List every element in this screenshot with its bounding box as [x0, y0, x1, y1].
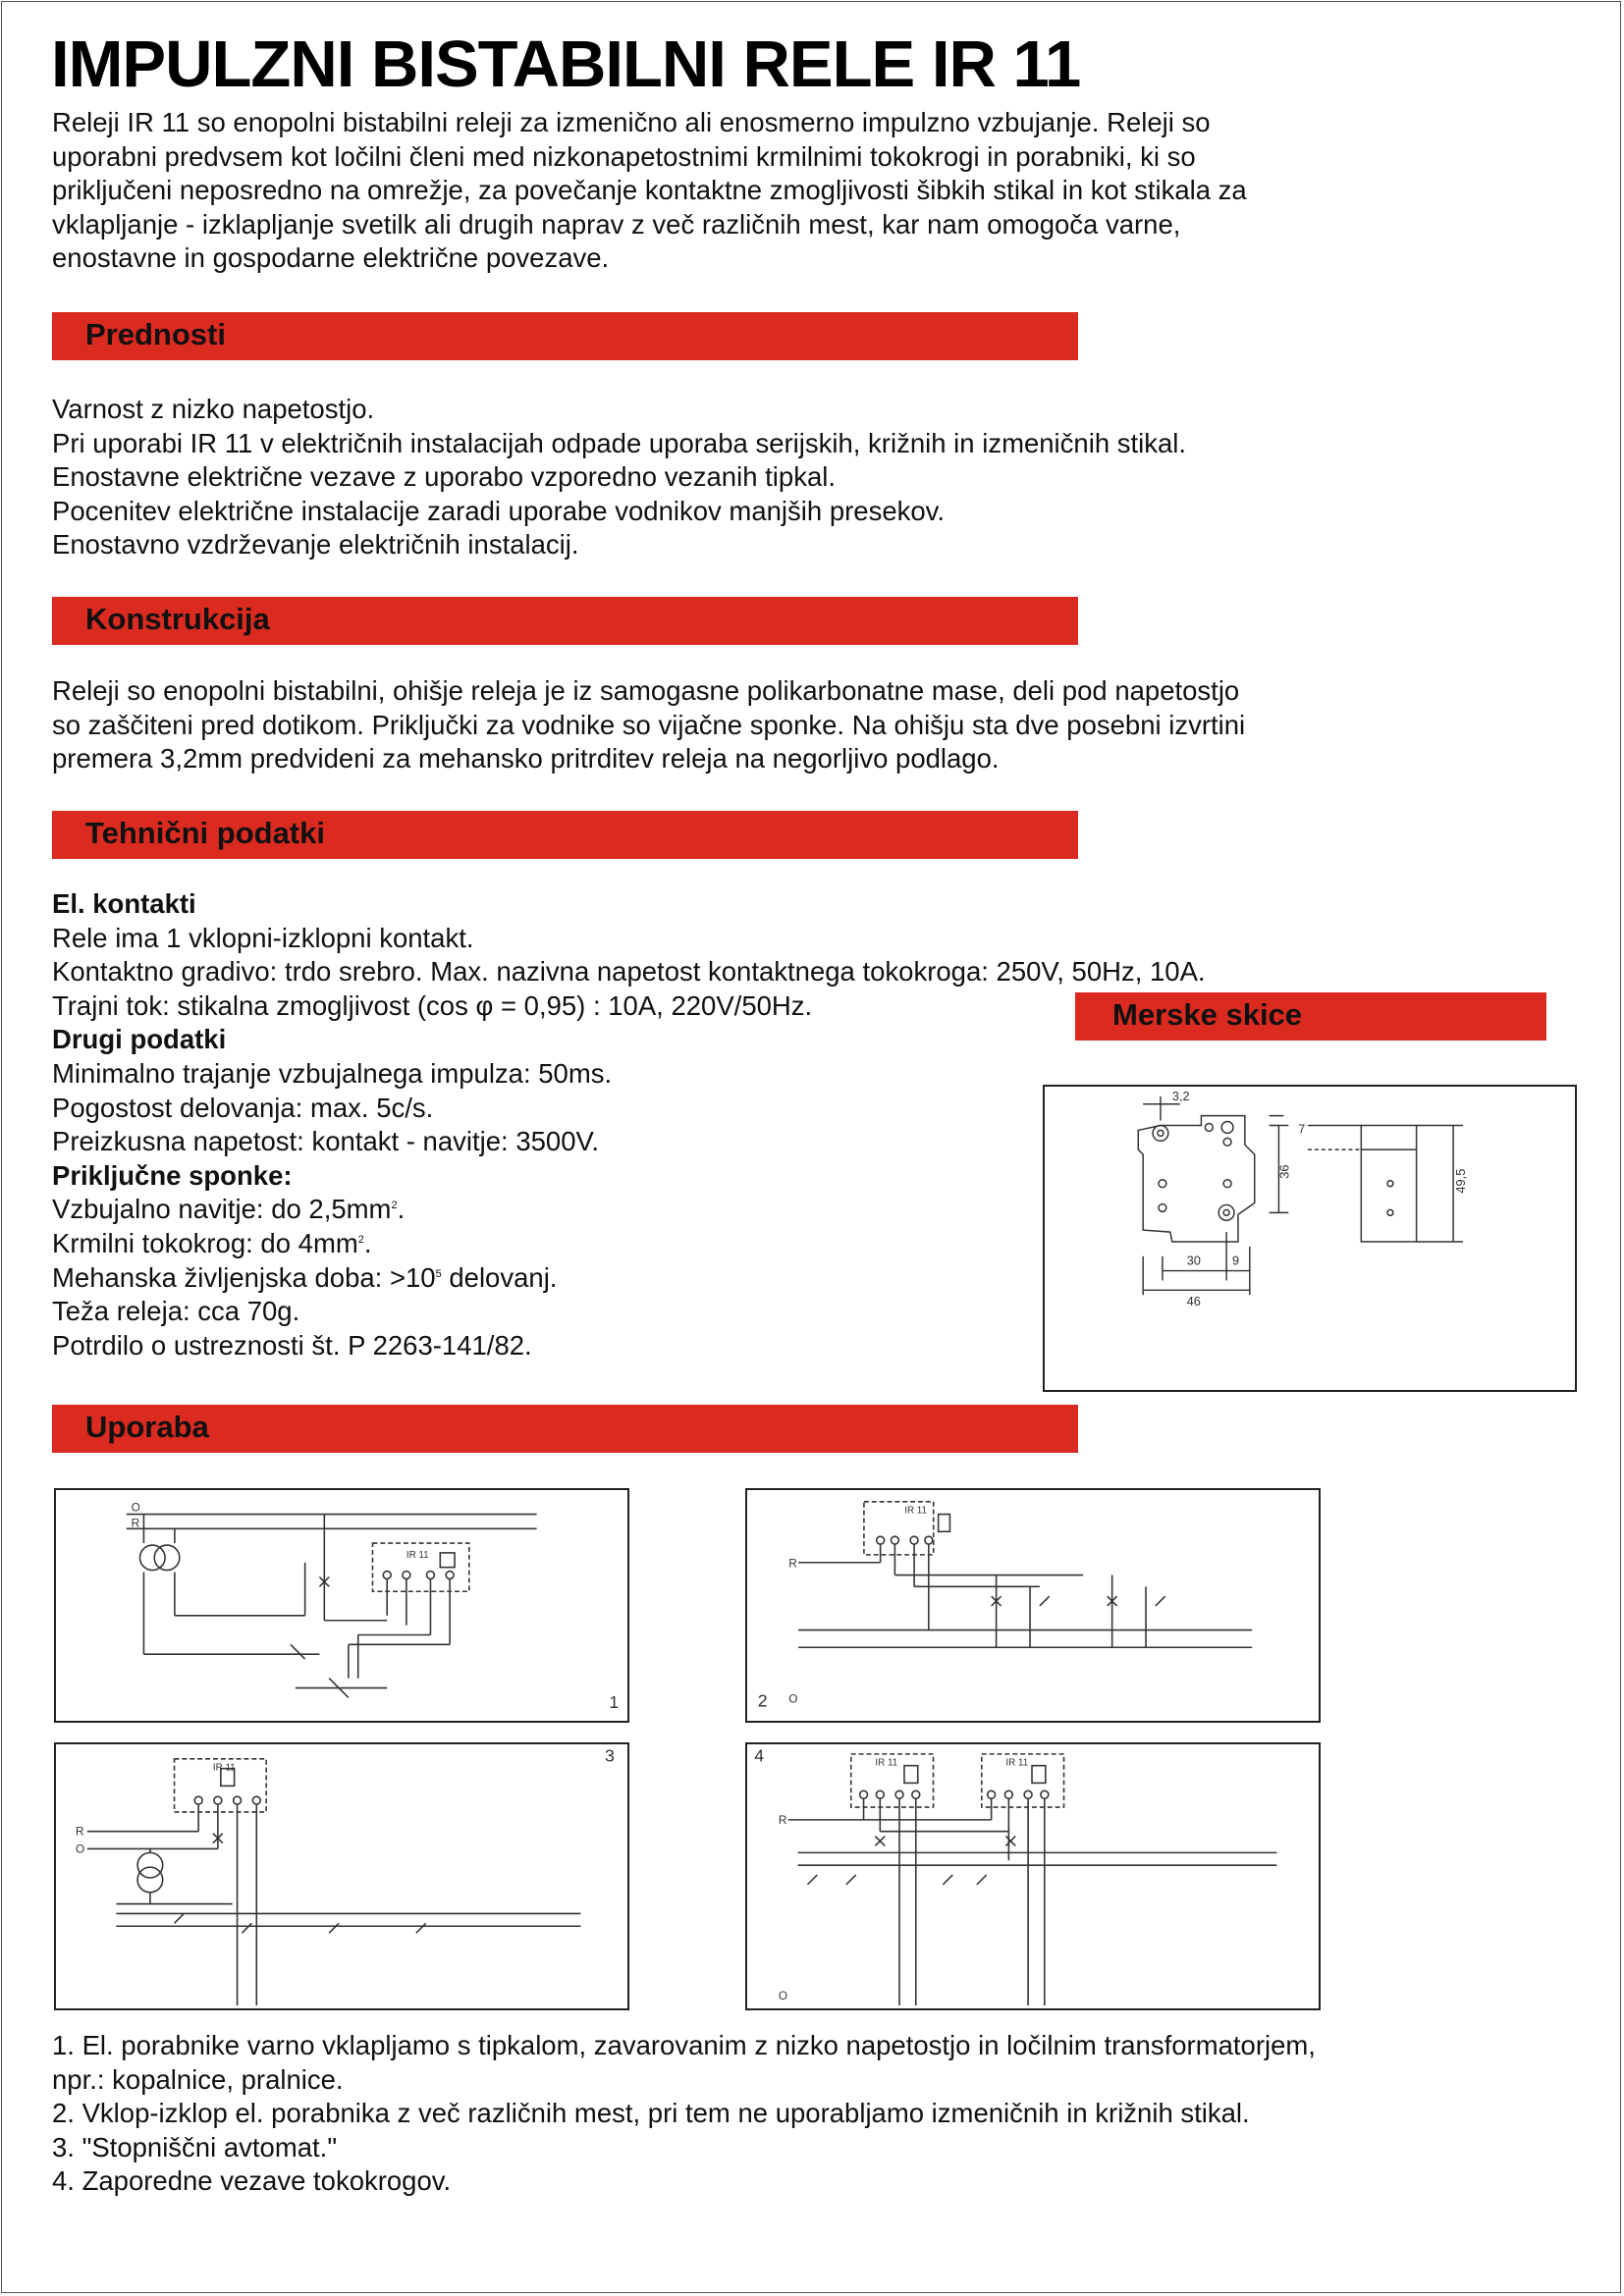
prednosti-list: [52, 393, 1446, 562]
advantage-item: Pri uporabi IR 11 v električnih instalacijah odpade uporaba serijskih, križnih in izmeničnih stikal.: [52, 427, 1187, 458]
section-header-merske-skice: [1075, 992, 1546, 1041]
diagram-number: 4: [754, 1745, 765, 1766]
dim-label: 9: [1232, 1253, 1240, 1268]
spec-line: Trajni tok: stikalna zmogljivost (cos φ = 0,95) : 10A, 220V/50Hz.: [52, 989, 813, 1021]
section-heading: Uporaba: [85, 1410, 209, 1444]
section-heading: Konstrukcija: [85, 602, 270, 636]
subheading-prikljucne-sponke: Priključne sponke:: [52, 1159, 293, 1191]
intro-line: uporabni predvsem kot ločilni členi med nizkonapetostnimi krmilnimi tokokrogi in porabniki, ki so: [52, 140, 1196, 172]
section-heading: Prednosti: [85, 317, 226, 351]
section-header-konstrukcija: [52, 597, 1078, 645]
note-line: npr.: kopalnice, pralnice.: [52, 2063, 344, 2095]
section-heading: Merske skice: [1112, 997, 1303, 1032]
wiring-diagram-3: [54, 1742, 629, 2010]
subheading-drugi-podatki: Drugi podatki: [52, 1024, 227, 1055]
spec-line: Preizkusna napetost: kontakt - navitje: 3500V.: [52, 1126, 599, 1157]
intro-paragraph: [52, 106, 1446, 276]
spec-line: Minimalno trajanje vzbujalnega impulza: 50ms.: [52, 1057, 613, 1089]
svg-text:IR 11: IR 11: [212, 1762, 236, 1774]
svg-text:O: O: [778, 1989, 788, 2003]
intro-line: enostavne in gospodarne električne povezave.: [52, 242, 610, 274]
svg-text:IR 11: IR 11: [1005, 1757, 1029, 1769]
dimension-drawing-svg: [1045, 1087, 1575, 1390]
svg-text:R: R: [778, 1812, 787, 1827]
spec-line: Vzbujalno navitje: do $2,5mm^2$.: [52, 1194, 406, 1225]
wiring-diagram-2: [745, 1488, 1321, 1723]
svg-text:IR 11: IR 11: [875, 1757, 898, 1769]
section-header-prednosti: [52, 312, 1078, 360]
spec-line: Teža releja: cca 70g.: [52, 1296, 300, 1327]
section-header-uporaba: [52, 1405, 1078, 1453]
diagram-number: 1: [609, 1692, 620, 1713]
subheading-el-kontakti: El. kontakti: [52, 888, 196, 919]
dim-label: 7: [1298, 1121, 1306, 1137]
diagram-number: 2: [757, 1690, 768, 1711]
dim-label: 46: [1186, 1294, 1201, 1309]
konstrukcija-paragraph: [52, 674, 1446, 776]
konstrukcija-line: Releji so enopolni bistabilni, ohišje releja je iz samogasne polikarbonatne mase, deli pod napetostjo: [52, 675, 1240, 706]
dim-label: 30: [1186, 1253, 1201, 1268]
note-line: 2. Vklop-izklop el. porabnika z več različnih mest, pri tem ne uporabljamo izmeničnih in križnih stikal.: [52, 2098, 1250, 2129]
svg-text:R: R: [76, 1824, 84, 1839]
svg-text:IR 11: IR 11: [406, 1549, 429, 1561]
usage-notes: [52, 2029, 1316, 2199]
dim-label: 49,5: [1452, 1168, 1468, 1194]
dim-label: 36: [1276, 1164, 1292, 1179]
spec-line: Potrdilo o ustreznosti št. P 2263-141/82.: [52, 1329, 532, 1361]
konstrukcija-line: premera 3,2mm predvideni za mehansko pritrditev releja na negorljivo podlago.: [52, 743, 1000, 774]
intro-line: priključeni neposredno na omrežje, za povečanje kontaktne zmogljivosti šibkih stikal in kot stikala za: [52, 175, 1247, 206]
diagram-number: 3: [605, 1745, 615, 1766]
intro-line: vklapljanje - izklapljanje svetilk ali drugih naprav z več različnih mest, kar nam omogoča varne,: [52, 208, 1181, 240]
page-title: IMPULZNI BISTABILNI RELE IR 11: [51, 27, 1081, 101]
note-line: 3. "Stopniščni avtomat.": [52, 2131, 338, 2163]
svg-text:O: O: [76, 1842, 85, 1856]
spec-line: Pogostost delovanja: max. 5c/s.: [52, 1092, 434, 1123]
section-header-tehnicni: [52, 811, 1078, 859]
note-line: 4. Zaporedne vezave tokokrogov.: [52, 2165, 452, 2197]
intro-line: Releji IR 11 so enopolni bistabilni releji za izmenično ali enosmerno impulzno vzbujanje. Releji so: [52, 107, 1211, 137]
spec-line: Rele ima 1 vklopni-izklopni kontakt.: [52, 922, 474, 953]
svg-text:R: R: [788, 1557, 797, 1571]
advantage-item: Enostavne električne vezave z uporabo vzporedno vezanih tipkal.: [52, 461, 836, 493]
note-line: 1. El. porabnike varno vklapljamo s tipkalom, zavarovanim z nizko napetostjo in ločilnim transformatorjem,: [52, 2030, 1316, 2060]
wiring-diagram-4: [745, 1742, 1321, 2010]
spec-line: Krmilni tokokrog: do $4mm^2$.: [52, 1227, 372, 1258]
svg-text:O: O: [131, 1501, 140, 1515]
wiring-diagram-1: [54, 1488, 629, 1723]
advantage-item: Enostavno vzdrževanje električnih instalacij.: [52, 529, 579, 561]
dimension-drawing: [1043, 1085, 1577, 1392]
spec-line: Mehanska življenjska doba: $>10^5$ delovanj.: [52, 1261, 558, 1293]
advantage-item: Pocenitev električne instalacije zaradi uporabe vodnikov manjših presekov.: [52, 495, 946, 526]
svg-text:IR 11: IR 11: [904, 1505, 927, 1517]
svg-text:R: R: [131, 1517, 140, 1530]
section-heading: Tehnični podatki: [85, 816, 325, 850]
dim-label: 3,2: [1171, 1088, 1190, 1103]
advantage-item: Varnost z nizko napetostjo.: [52, 394, 375, 424]
svg-text:O: O: [788, 1692, 798, 1706]
spec-line: Kontaktno gradivo: trdo srebro. Max. nazivna napetost kontaktnega tokokroga: 250V, 50Hz, 10A.: [52, 956, 1206, 988]
konstrukcija-line: so zaščiteni pred dotikom. Priključki za vodnike so vijačne sponke. Na ohišju sta dve posebni izvrtini: [52, 709, 1246, 740]
